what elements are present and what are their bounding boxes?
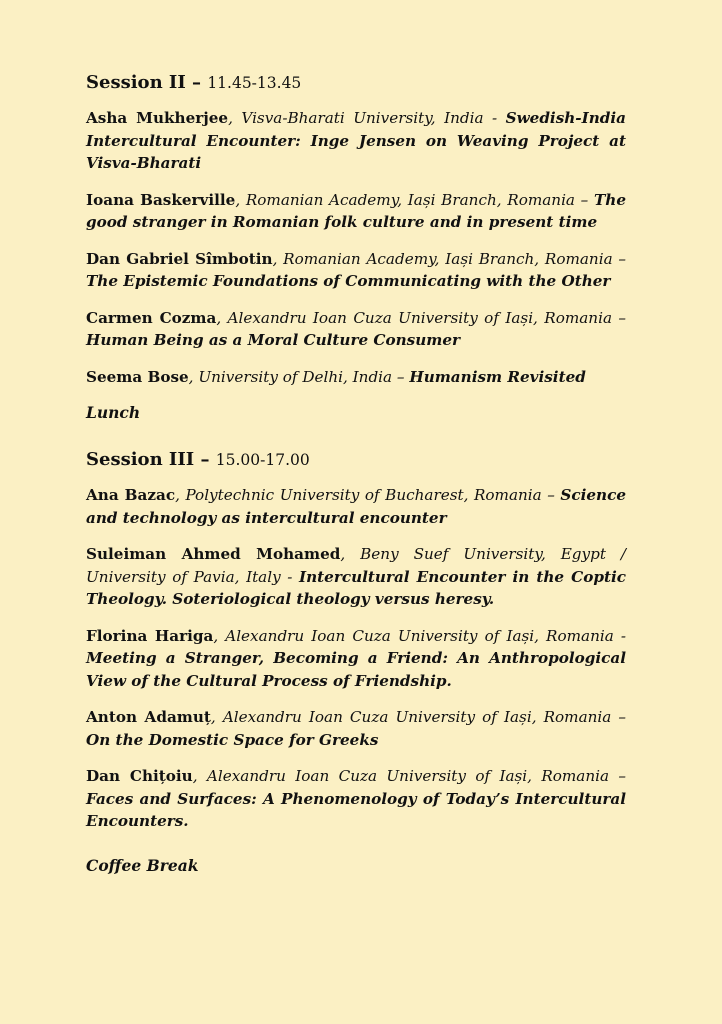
program-entry: [86, 189, 626, 234]
program-entry: [86, 107, 626, 175]
session-time: 15.00-17.00: [215, 451, 310, 469]
speaker-name: Carmen Cozma: [86, 308, 217, 327]
speaker-name: Ioana Baskerville: [86, 190, 236, 209]
session-heading: [86, 448, 626, 472]
speaker-name: Dan Chițoiu: [86, 767, 193, 785]
speaker-affiliation: , University of Delhi, India –: [188, 367, 410, 386]
program-entry: [86, 625, 626, 693]
program-entry: [86, 248, 626, 293]
talk-title: Science and technology as intercultural encounter: [86, 486, 626, 527]
speaker-affiliation: , Alexandru Ioan Cuza University of Iași, Romania –: [192, 767, 626, 785]
session-name: Session III: [86, 449, 195, 470]
program-entry: [86, 765, 626, 833]
program-entry: [86, 484, 626, 529]
speaker-affiliation: , Romanian Academy, Iași Branch, Romania –: [272, 249, 627, 268]
speaker-name: Asha Mukherjee: [86, 109, 229, 127]
speaker-name: Suleiman Ahmed Mohamed: [86, 545, 341, 563]
program-entry: [86, 706, 626, 751]
talk-title: Human Being as a Moral Culture Consumer: [86, 331, 460, 349]
break-label: Lunch: [86, 403, 141, 422]
session-separator: –: [185, 72, 208, 93]
talk-title: Faces and Surfaces: A Phenomenology of Today’s Intercultural Encounters.: [86, 789, 626, 830]
program-entry: [86, 366, 626, 389]
speaker-affiliation: , Polytechnic University of Bucharest, Romania –: [175, 486, 561, 504]
talk-title: On the Domestic Space for Greeks: [86, 730, 379, 749]
speaker-name: Ana Bazac: [86, 486, 176, 504]
speaker-name: Florina Hariga: [86, 626, 214, 645]
speaker-name: Seema Bose: [86, 367, 189, 386]
session-name: Session II: [86, 72, 186, 93]
break-label: Coffee Break: [86, 855, 199, 875]
speaker-name: Dan Gabriel Sîmbotin: [86, 249, 273, 268]
speaker-affiliation: , Visva-Bharati University, India -: [228, 109, 506, 127]
talk-title: Intercultural Encounter in the Coptic Theology. Soteriological theology versus heresy.: [86, 567, 626, 608]
speaker-affiliation: , Alexandru Ioan Cuza University of Iași, Romania –: [210, 708, 626, 726]
talk-title: The Epistemic Foundations of Communicating with the Other: [86, 272, 611, 290]
speaker-affiliation: , Alexandru Ioan Cuza University of Iași, Romania -: [213, 626, 627, 645]
program-entry: [86, 543, 626, 611]
speaker-affiliation: , Beny Suef University, Egypt / University of Pavia, Italy -: [86, 545, 627, 586]
talk-title: The good stranger in Romanian folk culture and in present time: [86, 190, 626, 231]
talk-title: Meeting a Stranger, Becoming a Friend: An Anthropological View of the Cultural Process of Friendship.: [86, 649, 626, 690]
program-entry: [86, 307, 626, 352]
talk-title: Humanism Revisited: [409, 367, 586, 386]
talk-title: Swedish-India Intercultural Encounter: Inge Jensen on Weaving Project at Visva-Bharati: [86, 109, 626, 172]
speaker-affiliation: , Romanian Academy, Iași Branch, Romania –: [235, 190, 594, 209]
speaker-affiliation: , Alexandru Ioan Cuza University of Iași, Romania –: [216, 308, 626, 327]
session-heading: [86, 71, 626, 95]
speaker-name: Anton Adamuț: [86, 708, 211, 726]
session-time: 11.45-13.45: [207, 74, 302, 92]
session-separator: –: [194, 449, 216, 470]
